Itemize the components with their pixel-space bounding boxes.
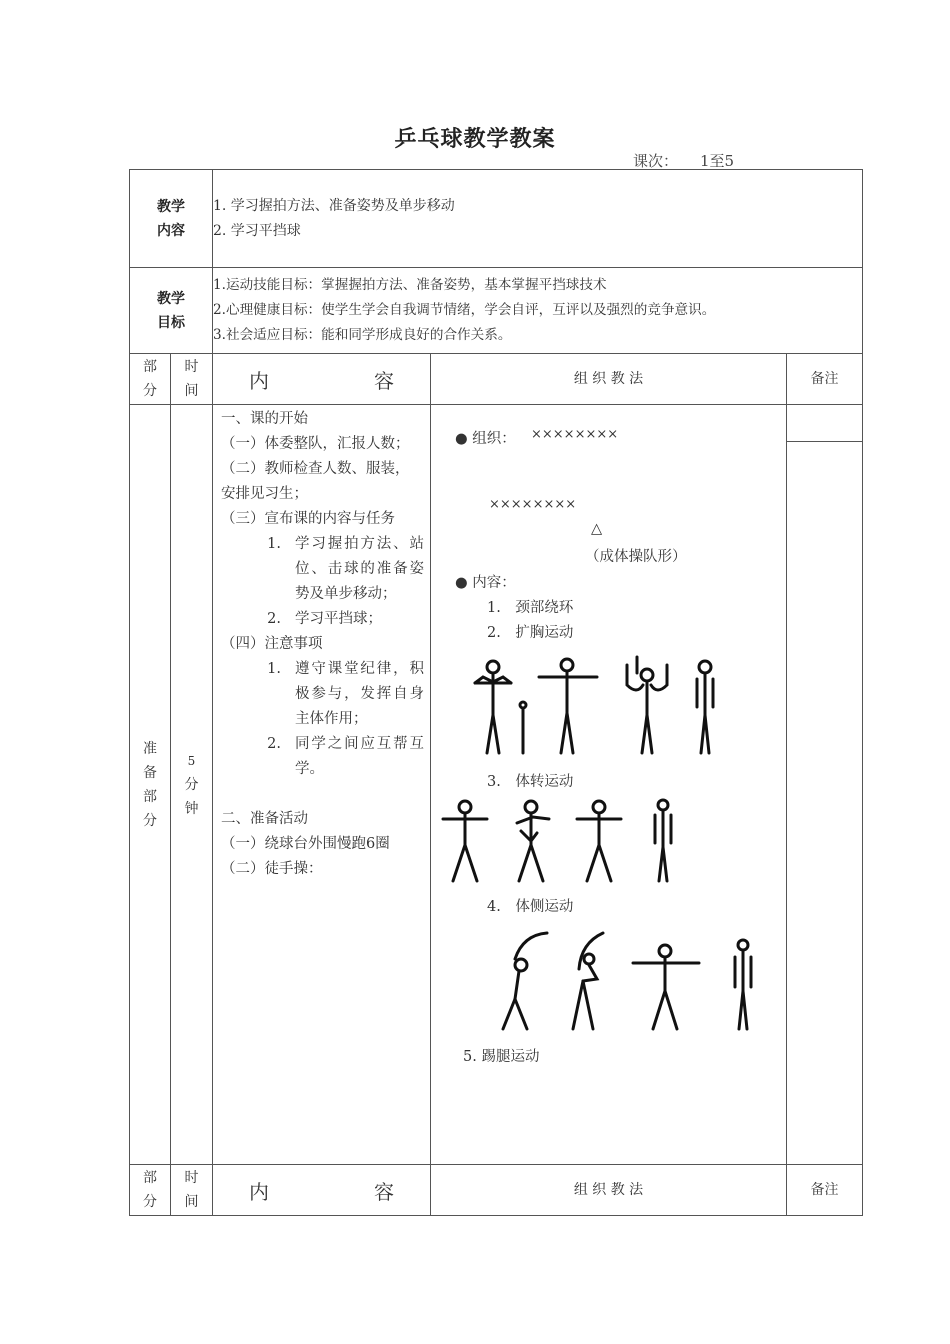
teaching-content-row <box>130 170 863 268</box>
remarks-divider <box>787 405 862 442</box>
subitem-text: 学习握拍方法、站位、击球的准备姿势及单步移动； <box>295 536 424 602</box>
lesson-number <box>633 150 756 171</box>
teaching-content-label <box>130 170 213 268</box>
formation-row-1: ×××××××× <box>531 427 619 442</box>
char: 时 <box>184 359 199 375</box>
content-subitem <box>221 732 424 782</box>
content-subitem <box>221 607 424 632</box>
char: 备 <box>143 764 157 781</box>
header-method: 组 织 教 法 <box>431 1165 787 1216</box>
char: 间 <box>184 383 199 399</box>
formation-caption: （成体操队形） <box>585 549 687 565</box>
char: 部 <box>143 359 157 375</box>
teaching-goals-row <box>130 268 863 354</box>
header-remarks: 备注 <box>787 1165 863 1216</box>
header-part <box>130 1165 171 1216</box>
char: 5 <box>187 753 196 768</box>
header-part <box>130 354 171 405</box>
subitem-text: 遵守课堂纪律，积极参与，发挥自身主体作用； <box>295 661 424 727</box>
content-heading: 二、准备活动 <box>221 811 308 827</box>
method-preparation <box>431 405 787 1165</box>
lesson-value: 1至5 <box>700 152 735 170</box>
content-line: （一）体委整队，汇报人数； <box>221 436 410 452</box>
lesson-label: 课次： <box>633 152 679 170</box>
header-method: 组 织 教 法 <box>431 354 787 405</box>
subitem-number: 2. <box>267 611 281 627</box>
label-line: 内容 <box>157 222 185 239</box>
exercise-5: 5. 踢腿运动 <box>463 1049 540 1065</box>
time-preparation <box>171 405 213 1165</box>
label-line: 教学 <box>157 198 185 215</box>
subitem-number: 2. <box>267 736 281 752</box>
formation-row-2: ×××××××× <box>489 497 577 512</box>
subitem-number: 1. <box>267 661 281 677</box>
char: 钟 <box>184 800 199 817</box>
page-title: 乒乓球教学教案 <box>394 127 556 152</box>
char: 分 <box>143 812 157 829</box>
organization-label: ● 组织： <box>455 431 516 447</box>
column-header-row <box>130 354 863 405</box>
header-content <box>213 354 431 405</box>
teaching-goals-label <box>130 268 213 354</box>
content-line: （二）教师检查人数、服装， <box>221 461 410 477</box>
char: 分 <box>143 383 157 399</box>
exercise-2: 2. 扩胸运动 <box>487 625 574 641</box>
content-item: 2. 学习平挡球 <box>213 222 301 239</box>
goal-item: 3.社会适应目标：能和同学形成良好的合作关系。 <box>213 327 512 343</box>
char: 部 <box>143 1170 157 1186</box>
part-preparation <box>130 405 171 1165</box>
teaching-goals-text <box>213 268 863 354</box>
goal-item: 1.运动技能目标：掌握握拍方法、准备姿势，基本掌握平挡球技术 <box>213 277 607 293</box>
char: 分 <box>184 776 199 793</box>
content-line: （三）宣布课的内容与任务 <box>221 511 395 527</box>
subitem-number: 1. <box>267 536 281 552</box>
header-time <box>171 1165 213 1216</box>
header-content <box>213 1165 431 1216</box>
char: 时 <box>184 1170 199 1186</box>
column-header-row-2 <box>130 1165 863 1216</box>
header-remarks: 备注 <box>787 354 863 405</box>
content-line: （一）绕球台外围慢跑6圈 <box>221 836 390 852</box>
content-line: （二）徒手操： <box>221 861 323 877</box>
preparation-section-row <box>130 405 863 1165</box>
subitem-text: 同学之间应互帮互学。 <box>295 736 424 777</box>
char: 分 <box>143 1194 157 1210</box>
content-subitem <box>221 532 424 607</box>
char: 准 <box>143 740 157 757</box>
exercise-4: 4. 体侧运动 <box>487 899 574 915</box>
content-label: ● 内容： <box>455 575 516 591</box>
content-heading: 一、课的开始 <box>221 411 308 427</box>
char: 容 <box>374 368 394 393</box>
chest-expansion-figures <box>467 655 727 760</box>
label-line: 教学 <box>157 290 185 307</box>
label-line: 目标 <box>157 314 185 331</box>
subitem-text: 学习平挡球； <box>295 611 382 627</box>
content-subitem <box>221 657 424 732</box>
content-item: 1. 学习握拍方法、准备姿势及单步移动 <box>213 197 455 214</box>
exercise-3: 3. 体转运动 <box>487 774 574 790</box>
side-bend-figures <box>493 929 763 1034</box>
char: 容 <box>374 1179 394 1204</box>
teaching-content-text <box>213 170 863 268</box>
teacher-symbol: △ <box>591 521 603 537</box>
lesson-plan-table <box>129 169 863 1216</box>
content-preparation <box>213 405 431 1165</box>
content-line: 安排见习生； <box>221 486 308 502</box>
remarks-preparation <box>787 405 863 1165</box>
goal-item: 2.心理健康目标：使学生学会自我调节情绪，学会自评，互评以及强烈的竞争意识。 <box>213 302 716 318</box>
char: 部 <box>143 788 157 805</box>
char: 内 <box>249 1179 269 1204</box>
char: 间 <box>184 1194 199 1210</box>
char: 内 <box>249 368 269 393</box>
exercise-1: 1. 颈部绕环 <box>487 600 574 616</box>
trunk-rotation-figures <box>439 797 689 887</box>
content-line: （四）注意事项 <box>221 636 323 652</box>
header-time <box>171 354 213 405</box>
